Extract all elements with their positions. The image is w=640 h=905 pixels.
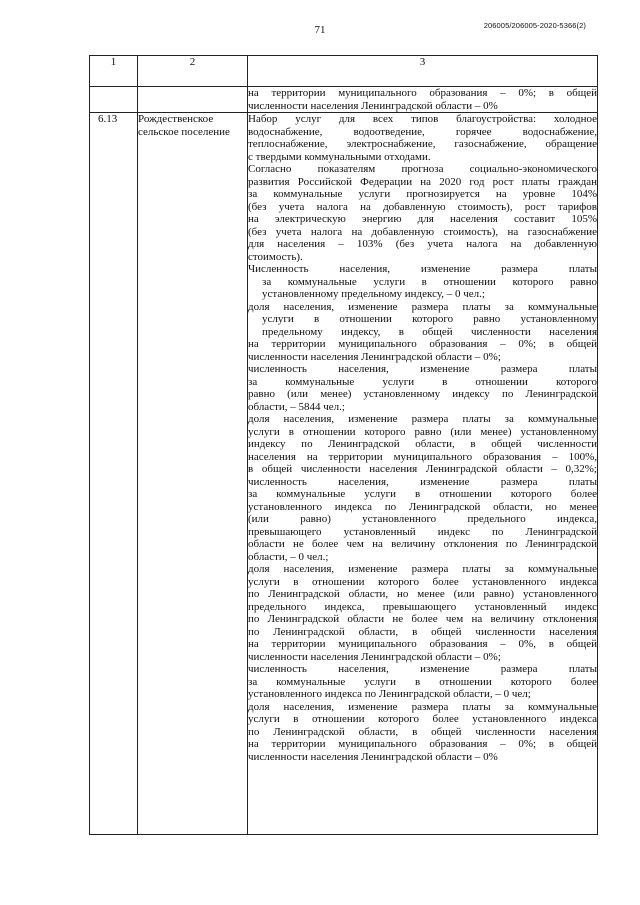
column-header-3: 3	[248, 56, 598, 87]
text-line: численность населения, изменение размера платы	[248, 363, 597, 375]
text-line: развития Российской Федерации на 2020 год рост платы граждан	[248, 175, 597, 188]
text-line: за коммунальные услуги в отношении которого более	[248, 675, 597, 688]
text-line: превышающего установленный индекс по Ленинградской	[248, 525, 597, 538]
settlement-name-cell	[138, 113, 248, 835]
text-line: доля населения, изменение размера платы за коммунальные	[248, 300, 597, 313]
text-line: по Ленинградской области, в общей численности населения	[248, 725, 597, 738]
continuation-text-cell	[248, 87, 598, 113]
text-line: установленного индекса по Ленинградской области, – 0 чел;	[248, 688, 531, 700]
text-line: стоимость).	[248, 250, 303, 263]
table-row-continuation	[90, 87, 598, 113]
text-line: области, – 0 чел.;	[248, 550, 329, 563]
text-line: на электрическую энергию для населения составит 105%	[248, 213, 597, 225]
text-line: по Ленинградской области, в общей численности населения	[248, 625, 597, 638]
text-line: на территории муниципального образования – 0%; в общей	[248, 338, 597, 350]
text-line: в общей численности населения Ленинградской области – 0,32%;	[248, 463, 597, 475]
text-line: на территории муниципального образования – 0%, в общей	[248, 638, 597, 650]
text-line: Согласно показателям прогноза социально-экономического	[248, 163, 597, 175]
continuation-name-cell	[138, 87, 248, 113]
text-line: доля населения, изменение размера платы за коммунальные	[248, 413, 597, 425]
settlement-name-line: Рождественское	[138, 113, 214, 125]
text-line: (или равно) установленного предельного индекса,	[248, 513, 597, 525]
text-line: численности населения Ленинградской области – 0%;	[248, 650, 501, 663]
text-line: на территории муниципального образования – 0%; в общей	[248, 738, 597, 750]
text-line: области не более чем на величину отклонения по Ленинградской	[248, 538, 597, 550]
column-header-2: 2	[138, 56, 248, 87]
text-line: услуги в отношении которого более установленного индекса	[248, 575, 597, 588]
text-line: Набор услуг для всех типов благоустройства: холодное	[248, 113, 597, 125]
row-number: 6.13	[90, 113, 138, 835]
text-line: предельному индексу, в общей численности населения	[262, 325, 597, 338]
table-row	[90, 113, 598, 835]
text-line: за коммунальные услуги в отношении которого равно	[262, 275, 597, 288]
text-line: предельного индекса, превышающего установленный индекс	[248, 600, 597, 613]
text-line: за коммунальные услуги в отношении которого более	[248, 488, 597, 500]
text-line: на территории муниципального образования – 0%; в общей	[248, 87, 597, 99]
data-table	[89, 55, 598, 835]
settlement-name-line: сельское поселение	[138, 125, 230, 138]
column-header-1: 1	[90, 56, 138, 87]
text-line: численности населения Ленинградской области – 0%	[248, 99, 498, 112]
text-line: теплоснабжение, электроснабжение, газоснабжение, обращение	[248, 138, 597, 150]
text-line: численность населения, изменение размера платы	[248, 663, 597, 675]
text-line: услуги в отношении которого более установленного индекса	[248, 713, 597, 725]
text-line: численность населения, изменение размера платы	[248, 475, 597, 488]
text-line: (без учета налога на добавленную стоимость), рост тарифов	[248, 200, 597, 213]
text-line: по Ленинградской области не более чем на величину отклонения	[248, 613, 597, 625]
text-line: численности населения Ленинградской области – 0%	[248, 750, 498, 763]
description-cell	[248, 113, 598, 835]
text-line: установленного индекса по Ленинградской области, но менее	[248, 500, 597, 513]
text-line: численности населения Ленинградской области – 0%;	[248, 350, 501, 363]
text-line: индексу по Ленинградской области, в общей численности	[248, 438, 597, 450]
continuation-number-cell	[90, 87, 138, 113]
text-line: для населения – 103% (без учета налога на добавленную	[248, 238, 597, 250]
text-line: доля населения, изменение размера платы за коммунальные	[248, 563, 597, 575]
text-line: услуги в отношении которого равно (или менее) установленному	[248, 425, 597, 438]
text-line: услуги в отношении которого равно установленному	[262, 313, 597, 325]
text-line: равно (или менее) установленному индексу по Ленинградской	[248, 388, 597, 400]
text-line: области, – 5844 чел.;	[248, 400, 345, 413]
text-line: по Ленинградской области, но менее (или равно) установленного	[248, 588, 597, 600]
text-line: установленному предельному индексу, – 0 чел.;	[262, 288, 485, 300]
text-line: (без учета налога на добавленную стоимость), на газоснабжение	[248, 225, 597, 238]
text-line: доля населения, изменение размера платы за коммунальные	[248, 700, 597, 713]
table-header-row	[90, 56, 598, 87]
page-number: 71	[314, 24, 326, 36]
text-line: за коммунальные услуги в отношении которого	[248, 375, 597, 388]
document-code: 206005/206005-2020-5366(2)	[483, 21, 586, 30]
text-line: населения на территории муниципального образования – 100%,	[248, 450, 597, 463]
text-line: за коммунальные услуги прогнозируется на уровне 104%	[248, 188, 597, 200]
text-line: водоснабжение, водоотведение, горячее водоснабжение,	[248, 125, 597, 138]
text-line: с твердыми коммунальными отходами.	[248, 150, 431, 163]
text-line: Численность населения, изменение размера платы	[248, 263, 597, 275]
